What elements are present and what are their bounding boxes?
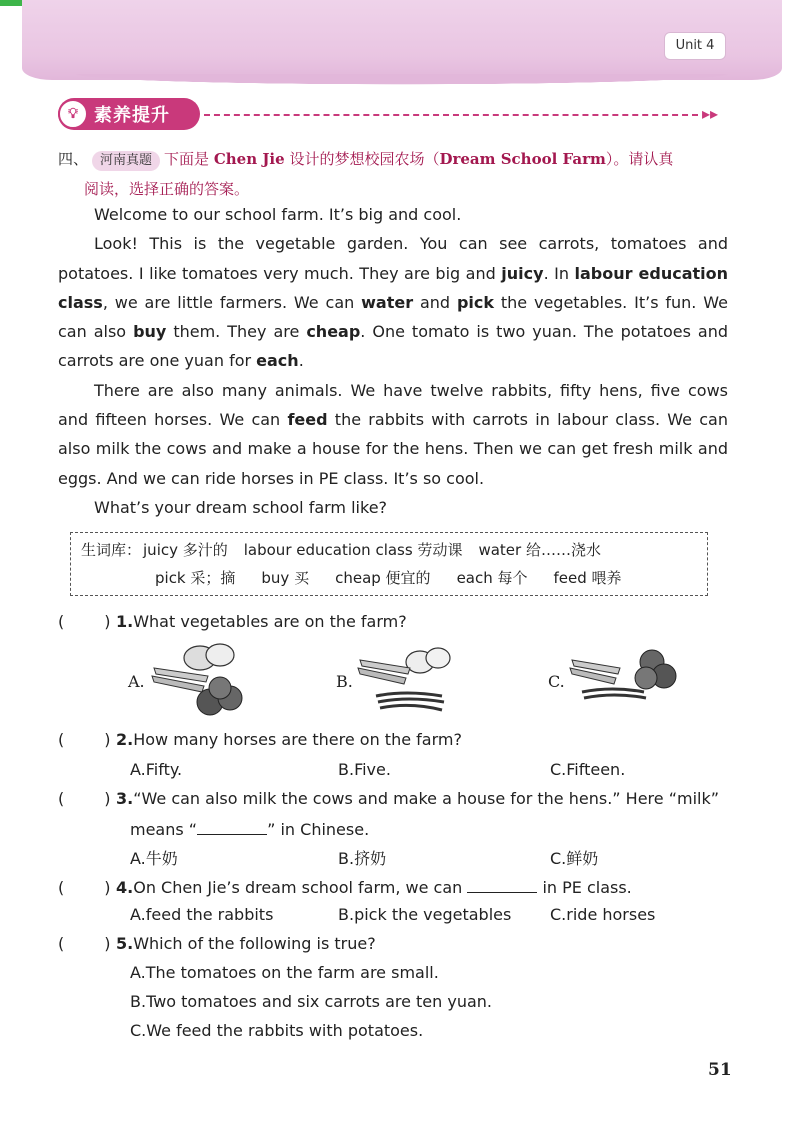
answer-blank[interactable]: ( ) — [58, 730, 111, 749]
answer-blank[interactable]: ( ) — [58, 878, 111, 897]
section-title: 素养提升 — [94, 105, 170, 126]
option-5b[interactable]: B.Two tomatoes and six carrots are ten yuan. — [130, 992, 493, 1011]
option-3c[interactable]: C.鲜奶 — [550, 849, 599, 868]
question-text: “We can also milk the cows and make a house for the hens.” Here “milk” — [133, 789, 720, 808]
option-5c[interactable]: C.We feed the rabbits with potatoes. — [130, 1021, 424, 1040]
carrots-tomatoes-beans-image — [568, 640, 678, 720]
answer-blank[interactable]: ( ) — [58, 789, 111, 808]
vocab-row-1 — [81, 539, 617, 560]
source-tag: 河南真题 — [92, 151, 160, 171]
question-text: Which of the following is true? — [133, 934, 376, 953]
double-arrow-icon: ▸▸ — [702, 104, 719, 123]
question-number: 1. — [116, 612, 134, 631]
instruction-farm: Dream School Farm — [439, 150, 606, 168]
question-4 — [58, 876, 632, 897]
option-4a[interactable]: A.feed the rabbits — [130, 905, 274, 924]
section-divider — [204, 114, 698, 116]
option-3b[interactable]: B.挤奶 — [338, 849, 387, 868]
question-number: 5. — [116, 934, 134, 953]
vocab-item: juicy 多汁的 — [143, 541, 228, 559]
instruction-text: 设计的梦想校园农场（ — [284, 150, 440, 168]
option-4c[interactable]: C.ride horses — [550, 905, 656, 924]
question-1 — [58, 612, 407, 631]
vocab-item: buy 买 — [261, 569, 310, 587]
exercise-number: 四、 — [58, 150, 89, 168]
question-text: On Chen Jie’s dream school farm, we can — [133, 878, 468, 897]
vocab-item: each 每个 — [456, 569, 528, 587]
option-letter: A. — [128, 672, 145, 691]
option-letter: C. — [548, 672, 565, 691]
instruction-text: 下面是 — [164, 150, 214, 168]
question-3-line2: means “ ” in Chinese. — [130, 820, 370, 839]
question-number: 2. — [116, 730, 134, 749]
carrots-potatoes-beans-image — [356, 640, 456, 720]
unit-label: Unit 4 — [664, 32, 726, 60]
reading-passage — [58, 200, 728, 522]
carrots-potatoes-tomatoes-image — [148, 640, 248, 720]
vocab-item: cheap 便宜的 — [335, 569, 431, 587]
instruction-line2: 阅读，选择正确的答案。 — [84, 180, 250, 198]
passage-paragraph-2: Look! This is the vegetable garden. You can see carrots, tomatoes and potatoes. I like tomatoes very much. They are big and juicy. In labour education class, we are little farmers. We can water and pick the vegetables. It’s fun. We can also buy them. They are cheap. One tomato is two yuan. The potatoes and carrots are one yuan for each. — [58, 234, 729, 371]
option-3a[interactable]: A.牛奶 — [130, 849, 178, 868]
question-5 — [58, 934, 376, 953]
option-4b[interactable]: B.pick the vegetables — [338, 905, 512, 924]
vocab-row-2 — [155, 567, 638, 588]
instruction — [58, 144, 738, 204]
question-text: How many horses are there on the farm? — [133, 730, 462, 749]
instruction-name: Chen Jie — [213, 150, 285, 168]
passage-paragraph-4: What’s your dream school farm like? — [94, 497, 388, 517]
passage-paragraph-3: There are also many animals. We have twelve rabbits, fifty hens, five cows and fifteen horses. We can feed the rabbits with carrots in labour class. We can also milk the cows and make a house for the hens. Then we can get fresh milk and eggs. And we can ride horses in PE class. It’s so cool. — [58, 380, 729, 488]
option-2b[interactable]: B.Five. — [338, 760, 391, 779]
vocab-item: feed 喂养 — [553, 569, 622, 587]
fill-blank[interactable] — [197, 818, 267, 835]
passage-paragraph-1: Welcome to our school farm. It’s big and cool. — [94, 205, 462, 224]
vocabulary-box — [70, 532, 708, 596]
answer-blank[interactable]: ( ) — [58, 612, 111, 631]
vocab-item: pick 采；摘 — [155, 569, 236, 587]
question-3 — [58, 789, 719, 808]
option-letter: B. — [336, 672, 353, 691]
instruction-text: ）。请认真 — [605, 150, 674, 168]
question-number: 4. — [116, 878, 134, 897]
lightbulb-icon: 💡︎ — [58, 99, 88, 129]
question-text: in PE class. — [537, 878, 632, 897]
option-5a[interactable]: A.The tomatoes on the farm are small. — [130, 963, 439, 982]
vocab-item: labour education class 劳动课 — [243, 541, 463, 559]
question-number: 3. — [116, 789, 134, 808]
vocab-heading: 生词库： — [81, 541, 142, 559]
option-2c[interactable]: C.Fifteen. — [550, 760, 626, 779]
page-number: 51 — [708, 1060, 732, 1080]
option-2a[interactable]: A.Fifty. — [130, 760, 183, 779]
question-text: What vegetables are on the farm? — [133, 612, 407, 631]
question-2 — [58, 730, 462, 749]
section-badge — [58, 98, 200, 130]
fill-blank[interactable] — [467, 876, 537, 893]
vocab-item: water 给……浇水 — [478, 541, 601, 559]
answer-blank[interactable]: ( ) — [58, 934, 111, 953]
